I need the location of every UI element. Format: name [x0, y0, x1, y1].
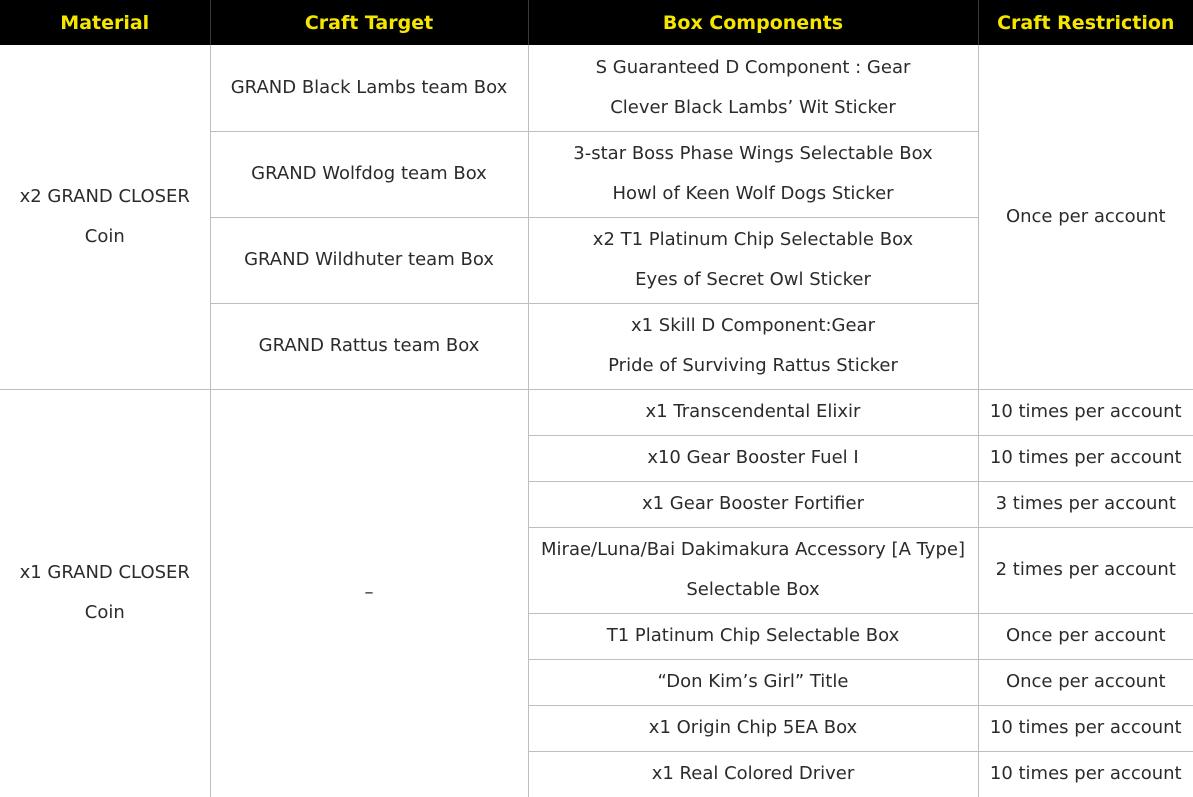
craft-target-cell: GRAND Wolfdog team Box — [210, 131, 528, 217]
craft-restriction-cell: 3 times per account — [978, 481, 1193, 527]
box-components-cell: S Guaranteed D Component : Gear Clever Black Lambs’ Wit Sticker — [528, 45, 978, 131]
craft-restriction-cell: Once per account — [978, 45, 1193, 389]
craft-target-cell: GRAND Rattus team Box — [210, 303, 528, 389]
craft-restriction-cell: Once per account — [978, 613, 1193, 659]
table-row — [0, 45, 1193, 131]
header-box-components: Box Components — [528, 0, 978, 45]
table-row — [0, 389, 1193, 435]
box-components-cell: x2 T1 Platinum Chip Selectable Box Eyes of Secret Owl Sticker — [528, 217, 978, 303]
header-row — [0, 0, 1193, 45]
box-components-cell: “Don Kim’s Girl” Title — [528, 659, 978, 705]
craft-restriction-cell: 10 times per account — [978, 389, 1193, 435]
box-components-cell: x1 Transcendental Elixir — [528, 389, 978, 435]
material-cell: x1 GRAND CLOSER Coin — [0, 389, 210, 797]
craft-restriction-cell: 10 times per account — [978, 705, 1193, 751]
craft-restriction-cell: 10 times per account — [978, 435, 1193, 481]
craft-target-cell: GRAND Black Lambs team Box — [210, 45, 528, 131]
box-components-cell: x1 Gear Booster Fortifier — [528, 481, 978, 527]
material-cell: x2 GRAND CLOSER Coin — [19, 185, 190, 247]
header-craft-target: Craft Target — [210, 0, 528, 45]
header-material: Material — [0, 0, 210, 45]
box-components-cell: x1 Origin Chip 5EA Box — [528, 705, 978, 751]
box-components-cell: Mirae/Luna/Bai Dakimakura Accessory [A Type] Selectable Box — [528, 527, 978, 613]
craft-restriction-cell: 2 times per account — [978, 527, 1193, 613]
box-components-cell: x10 Gear Booster Fuel I — [528, 435, 978, 481]
header-craft-restriction: Craft Restriction — [978, 0, 1193, 45]
craft-target-cell: GRAND Wildhuter team Box — [210, 217, 528, 303]
box-components-cell: x1 Real Colored Driver — [528, 751, 978, 797]
box-components-cell: x1 Skill D Component:Gear Pride of Surviving Rattus Sticker — [528, 303, 978, 389]
box-components-cell: T1 Platinum Chip Selectable Box — [528, 613, 978, 659]
craft-target-cell: – — [210, 389, 528, 797]
box-components-cell: 3-star Boss Phase Wings Selectable Box Howl of Keen Wolf Dogs Sticker — [528, 131, 978, 217]
craft-restriction-cell: 10 times per account — [978, 751, 1193, 797]
craft-restriction-cell: Once per account — [978, 659, 1193, 705]
